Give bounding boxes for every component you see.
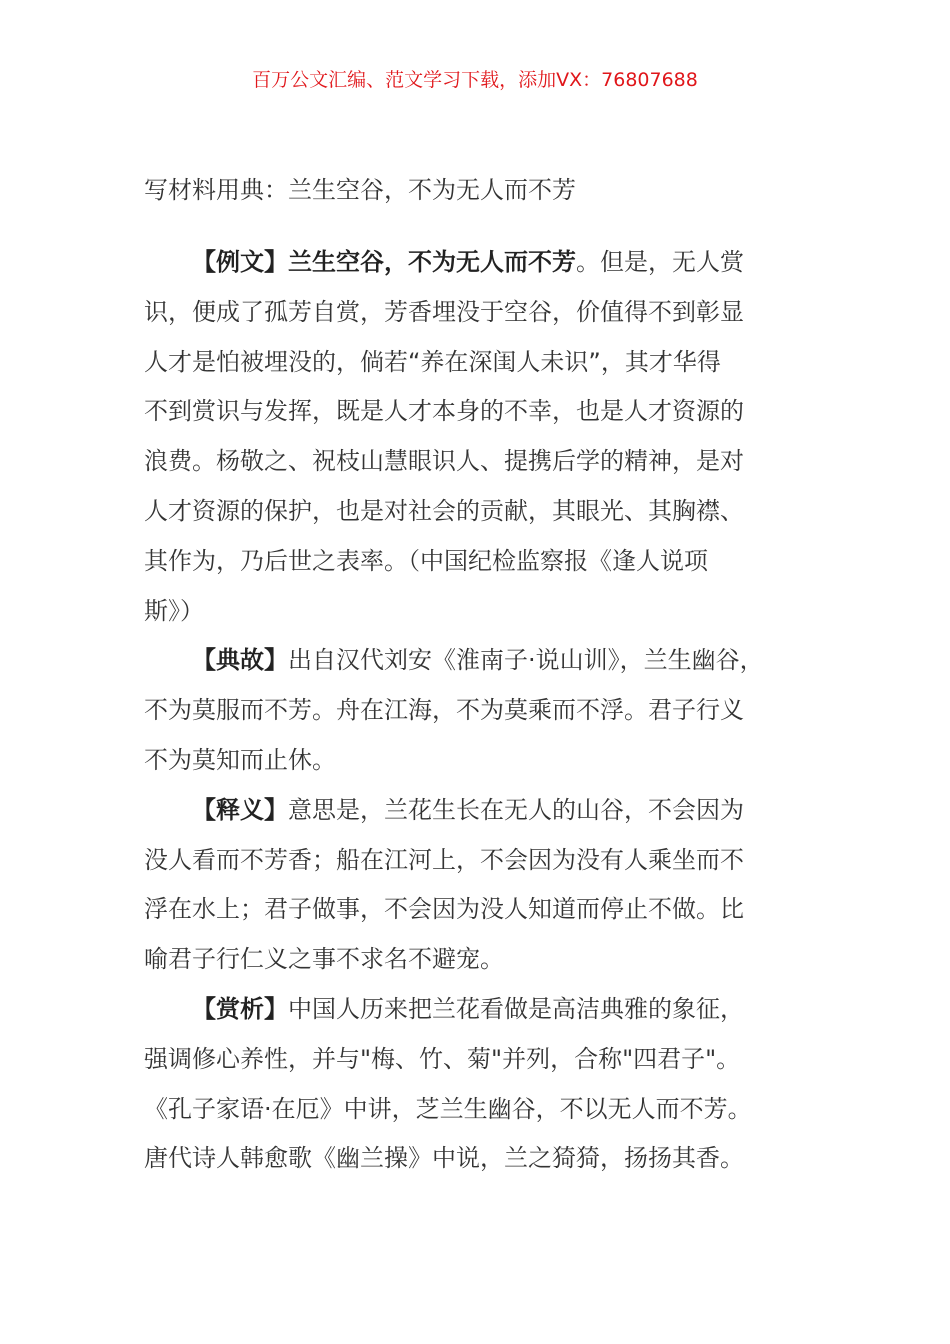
line-text: 出自汉代刘安《淮南子·说山训》，兰生幽谷，: [288, 646, 764, 675]
paragraph-line: 人才是怕被埋没的，倘若“养在深闺人未识”，其才华得: [144, 347, 721, 376]
paragraph-line: 浪费。杨敬之、祝枝山慧眼识人、提携后学的精神，是对: [144, 447, 744, 476]
line-text: 意思是，兰花生长在无人的山谷，不会因为: [288, 795, 744, 824]
line-text: 。但是，无人赏: [576, 248, 744, 276]
paragraph-line: 没人看而不芳香；船在江河上，不会因为没有人乘坐而不: [144, 845, 744, 874]
document-title: 写材料用典：兰生空谷，不为无人而不芳: [144, 176, 576, 204]
paragraph-line: [144, 985, 834, 1035]
section-label-appreciation: 【赏析】: [192, 994, 288, 1023]
paragraph-meaning: [144, 786, 834, 985]
paragraph-line: 斯》）: [144, 596, 204, 625]
paragraph-line: 强调修心养性，并与"梅、竹、菊"并列，合称"四君子"。: [144, 1044, 741, 1073]
paragraph-line: [144, 238, 834, 288]
paragraph-line: [144, 636, 834, 686]
paragraph-line: 浮在水上；君子做事，不会因为没人知道而停止不做。比: [144, 895, 744, 924]
paragraph-allusion: [144, 636, 834, 785]
paragraph-line: 喻君子行仁义之事不求名不避宠。: [144, 945, 504, 974]
paragraph-appreciation: [144, 985, 834, 1184]
paragraph-line: 《孔子家语·在厄》中讲，芝兰生幽谷，不以无人而不芳。: [144, 1094, 752, 1123]
paragraph-line: 不为莫服而不芳。舟在江海，不为莫乘而不浮。君子行义: [144, 696, 744, 725]
paragraph-example: [144, 238, 834, 636]
section-label-allusion: 【典故】: [192, 646, 288, 675]
document-body: [144, 238, 834, 1184]
line-text: 中国人历来把兰花看做是高洁典雅的象征，: [288, 994, 744, 1023]
section-label-example: 【例文】: [192, 248, 288, 276]
header-banner: 百万公文汇编、范文学习下载，添加VX：76807688: [252, 69, 698, 91]
paragraph-line: 不为莫知而止休。: [144, 745, 336, 774]
example-lead-quote: 兰生空谷，不为无人而不芳: [288, 248, 576, 276]
paragraph-line: 唐代诗人韩愈歌《幽兰操》中说，兰之猗猗，扬扬其香。: [144, 1144, 744, 1173]
paragraph-line: 识，便成了孤芳自赏，芳香埋没于空谷，价值得不到彰显: [144, 297, 744, 326]
paragraph-line: 人才资源的保护，也是对社会的贡献，其眼光、其胸襟、: [144, 496, 744, 525]
paragraph-line: 不到赏识与发挥，既是人才本身的不幸，也是人才资源的: [144, 397, 744, 426]
paragraph-line: [144, 786, 834, 836]
paragraph-line: 其作为，乃后世之表率。（中国纪检监察报《逢人说项: [144, 546, 708, 575]
section-label-meaning: 【释义】: [192, 795, 288, 824]
